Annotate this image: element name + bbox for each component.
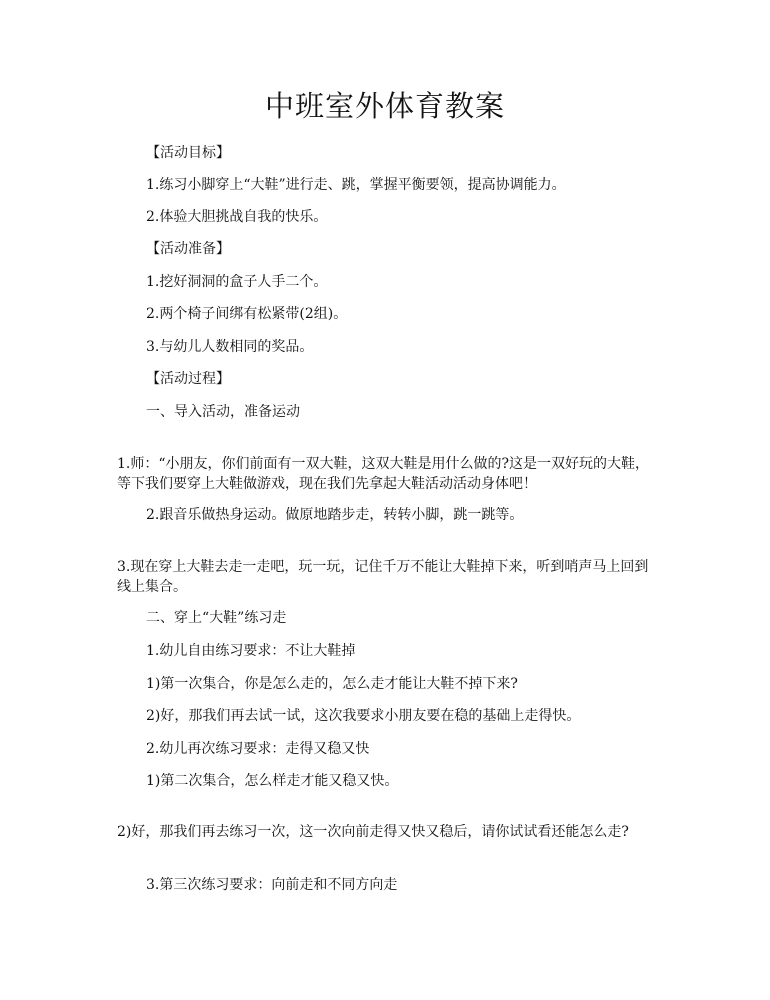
paragraph: 2.幼儿再次练习要求：走得又稳又快 — [146, 741, 370, 757]
paragraph: 2.两个椅子间绑有松紧带(2组)。 — [146, 306, 348, 322]
paragraph: 1.挖好洞洞的盒子人手二个。 — [146, 274, 328, 290]
paragraph: 1)第二次集合，怎么样走才能又稳又快。 — [146, 773, 399, 789]
paragraph: 1.练习小脚穿上“大鞋”进行走、跳，掌握平衡要领，提高协调能力。 — [146, 177, 566, 193]
paragraph: 2)好，那我们再去练习一次，这一次向前走得又快又稳后，请你试试看还能怎么走? — [117, 824, 629, 840]
paragraph: 3.现在穿上大鞋去走一走吧，玩一玩，记住千万不能让大鞋掉下来，听到哨声马上回到线上集合。 — [117, 559, 649, 595]
paragraph: 2.体验大胆挑战自我的快乐。 — [146, 209, 328, 225]
paragraph: 一、导入活动，准备运动 — [146, 404, 300, 420]
paragraph: 3.第三次练习要求：向前走和不同方向走 — [146, 877, 398, 893]
section-heading-preparation: 【活动准备】 — [146, 241, 230, 257]
paragraph: 二、穿上“大鞋”练习走 — [146, 610, 287, 626]
paragraph: 1.师：“小朋友，你们前面有一双大鞋，这双大鞋是用什么做的?这是一双好玩的大鞋，等下我们要穿上大鞋做游戏，现在我们先拿起大鞋活动活动身体吧！ — [117, 456, 650, 492]
section-heading-process: 【活动过程】 — [146, 371, 230, 387]
paragraph: 2.跟音乐做热身运动。做原地踏步走，转转小脚，跳一跳等。 — [146, 507, 524, 523]
paragraph: 1)第一次集合，你是怎么走的，怎么走才能让大鞋不掉下来? — [146, 676, 518, 692]
section-heading-goals: 【活动目标】 — [146, 145, 230, 161]
document-title: 中班室外体育教案 — [264, 89, 505, 123]
paragraph: 3.与幼儿人数相同的奖品。 — [146, 339, 314, 355]
paragraph: 2)好，那我们再去试一试，这次我要求小朋友要在稳的基础上走得快。 — [146, 708, 581, 724]
paragraph: 1.幼儿自由练习要求：不让大鞋掉 — [146, 643, 356, 659]
